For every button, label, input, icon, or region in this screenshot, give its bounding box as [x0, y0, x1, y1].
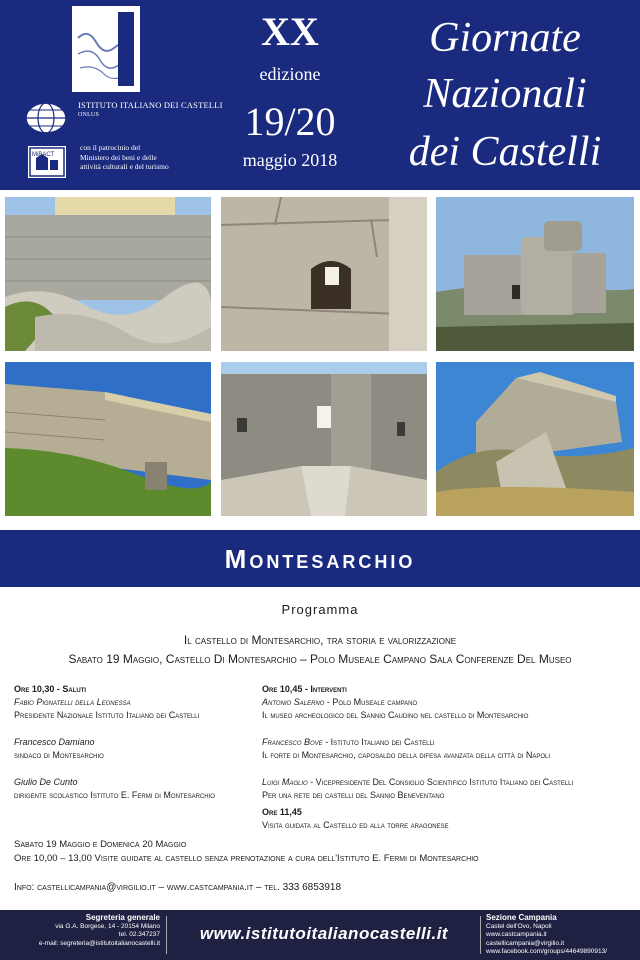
institute-name: ISTITUTO ITALIANO DEI CASTELLI ONLUS — [78, 100, 223, 118]
castle-photo-6 — [436, 362, 634, 516]
talks-time: Ore 10,45 - Interventi — [262, 684, 347, 694]
speaker-name: Giulio De Cunto — [14, 777, 78, 787]
location-title-bar — [0, 530, 640, 587]
speaker-name: Francesco Damiano — [14, 737, 95, 747]
location-title: Montesarchio — [224, 544, 416, 574]
event-title-line-1: Giornate — [429, 15, 581, 61]
visit-time: Ore 11,45 — [262, 807, 302, 817]
info-contacts: Info: castellicampania@virgilio.it – www.castcampania.it – tel. 333 6853918 — [14, 882, 342, 893]
event-title-line-3: dei Castelli — [408, 129, 602, 175]
mibact-logo-text: MiBACT — [32, 152, 55, 158]
conference-title: Il castello di Montesarchio, tra storia e valorizzazione — [183, 633, 457, 647]
website-link[interactable]: www.istitutoitalianocastelli.it — [199, 924, 449, 943]
program-heading: Programma — [281, 602, 359, 617]
speaker-affiliation: - Istituto Italiano dei Castelli — [322, 737, 435, 747]
footer-divider — [480, 916, 481, 954]
castle-photo-2 — [221, 197, 427, 351]
talk-title: Per una rete dei castelli del Sannio Beneventano — [262, 790, 445, 800]
greetings-time: Ore 10,30 - Saluti — [14, 684, 87, 694]
edition-number: XX — [261, 9, 319, 54]
visit-description: Visita guidata al Castello ed alla torre aragonese — [262, 820, 449, 830]
program-left-column — [14, 683, 254, 802]
event-month-year: maggio 2018 — [242, 150, 338, 170]
mibact-logo — [28, 146, 66, 178]
castle-logo-icon — [72, 6, 140, 92]
speaker-affiliation: - Polo Museale campano — [324, 697, 418, 707]
event-dates: 19/20 — [244, 99, 336, 144]
speaker-role: dirigente scolastico Istituto E. Fermi di Montesarchio — [14, 790, 215, 800]
speaker-role: Presidente Nazionale Istituto Italiano dei Castelli — [14, 710, 200, 720]
campania-site-link[interactable]: www.castcampania.it — [486, 931, 547, 938]
footer-bar — [0, 910, 640, 960]
footer-divider — [166, 916, 167, 954]
speaker-name: Luigi Maglio — [262, 777, 308, 787]
speaker-name: Francesco Bove — [262, 737, 323, 747]
talk-title: Il forte di Montesarchio, caposaldo della difesa avanzata della città di Napoli — [262, 750, 551, 760]
visits-date: Sabato 19 Maggio e Domenica 20 Maggio — [14, 839, 187, 850]
secretariat-block: Segreteria generale via G.A. Borgese, 14 - 20154 Milano tel. 02.347237 e-mail: segreteria@istitutoitalianocastelli.it — [10, 914, 160, 948]
talk-title: Il museo archeologico del Sannio Caudino nel castello di Montesarchio — [262, 710, 529, 720]
visits-description: Ore 10,00 – 13,00 Visite guidate al castello senza prenotazione a cura dell'Istituto E. Fermi di Montesarchio — [14, 853, 479, 864]
castle-photo-1 — [5, 197, 211, 351]
secretariat-email[interactable]: e-mail: segreteria@istitutoitalianocastelli.it — [38, 939, 160, 947]
program-right-column — [262, 683, 634, 832]
event-title-line-2: Nazionali — [423, 71, 587, 117]
globe-icon — [24, 100, 68, 136]
speaker-name: Antonio Salerno — [262, 697, 325, 707]
edition-label: edizione — [259, 64, 321, 84]
speaker-role: sindaco di Montesarchio — [14, 750, 104, 760]
campania-email-link[interactable]: castellicampania@virgilio.it — [486, 939, 565, 947]
speaker-affiliation: - Vicepresidente Del Consiglio Scientifico Istituto Italiano dei Castelli — [307, 777, 574, 787]
section-campania-block: Sezione Campania Castel dell'Ovo, Napoli www.castcampania.it castellicampania@virgilio.it www.facebook.com/groups/44649890913/ — [486, 914, 636, 957]
facebook-link[interactable]: www.facebook.com/groups/44649890913/ — [486, 948, 608, 955]
castle-photo-4 — [5, 362, 211, 516]
patronage-text: con il patrocinio del Ministero dei beni e delle attività culturali e del turismo — [80, 143, 169, 171]
speaker-name: Fabio Pignatelli della Leonessa — [14, 697, 131, 707]
castle-photo-3 — [436, 197, 634, 351]
castle-photo-5 — [221, 362, 427, 516]
conference-date: Sabato 19 Maggio, Castello Di Montesarchio – Polo Museale Campano Sala Conferenze Del Museo — [68, 652, 572, 666]
header-banner — [0, 0, 640, 190]
